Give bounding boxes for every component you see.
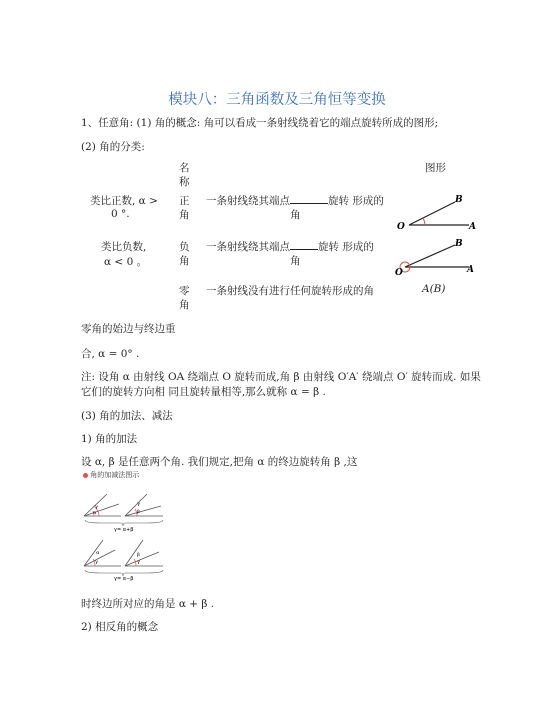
- negative-angle-figure: [395, 236, 475, 278]
- addition-brace: [85, 520, 163, 526]
- row1-desc-line2: 角: [290, 209, 301, 221]
- label-a: A: [467, 265, 474, 275]
- row2-desc-b: 旋转 形成的: [318, 241, 374, 253]
- page-title: 模块八：三角函数及三角恒等变换: [168, 92, 386, 108]
- row2-desc-a: 一条射线绕其端点: [206, 241, 290, 253]
- positive-angle-figure: [395, 192, 475, 232]
- row3-name-2: 角: [179, 299, 190, 311]
- row3-figure-label: A(B): [422, 283, 446, 295]
- paragraph-angle-addition: 1) 角的加法: [81, 433, 138, 445]
- label-o: O: [397, 222, 405, 232]
- paragraph-note-1: 注: 设角 α 由射线 OA 绕端点 O 旋转而成,角 β 由射线 O′A′ 绕端点 O′ 旋转而成. 如果: [81, 371, 481, 383]
- addition-figure-a: [84, 494, 121, 516]
- svg-text:γ: γ: [137, 501, 140, 507]
- svg-text:γ: γ: [95, 559, 98, 565]
- row2-desc-line2: 角: [290, 255, 301, 267]
- paragraph-define-sum: 设 α, β 是任意两个角. 我们规定,把角 α 的终边旋转角 β ,这: [81, 456, 358, 468]
- row3-desc: 一条射线没有进行任何旋转形成的角: [206, 285, 374, 297]
- svg-text:α: α: [93, 510, 97, 516]
- svg-text:β: β: [137, 552, 140, 558]
- table-header-name-2: 称: [179, 176, 190, 188]
- paragraph-note-2: 它们的旋转方向相 同且旋转量相等,那么就称 α = β .: [81, 386, 326, 398]
- row2-left-2: α < 0 。: [104, 256, 148, 268]
- row2-name-2: 角: [179, 255, 190, 267]
- add-sub-diagram: [81, 470, 167, 582]
- row1-left-2: 0 °.: [111, 208, 130, 220]
- paragraph-add-sub: (3) 角的加法、减法: [81, 410, 173, 422]
- row1-left-1: 类比正数, α >: [90, 195, 158, 207]
- terminal-ray: [405, 245, 455, 267]
- subtraction-figure-a: [84, 540, 121, 566]
- caption-addition: γ= α+β: [114, 527, 134, 533]
- svg-text:α: α: [96, 550, 100, 556]
- diagram-header-text: 角的加减法图示: [90, 471, 140, 479]
- row1-name-1: 正: [179, 195, 190, 207]
- label-a: A: [469, 222, 476, 232]
- label-b: B: [455, 195, 463, 205]
- row2-desc-line1: [206, 239, 374, 254]
- row2-left-1: 类比负数,: [101, 241, 147, 253]
- row2-blank: [290, 239, 318, 250]
- paragraph-angle-concept: 1、任意角: (1) 角的概念: 角可以看成一条射线绕着它的端点旋转所成的图形;: [81, 117, 439, 129]
- subtraction-figure-b: [125, 540, 163, 566]
- paragraph-opposite-angle: 2) 相反角的概念: [81, 621, 159, 633]
- paragraph-zero-angle-1: 零角的始边与终边重: [81, 323, 176, 335]
- table-header-name-1: 名: [179, 162, 190, 174]
- row1-blank: [290, 193, 328, 204]
- row1-desc-b: 旋转 形成的: [328, 195, 384, 207]
- bullet-icon: [83, 473, 88, 478]
- svg-text:γ: γ: [137, 559, 140, 565]
- svg-text:β: β: [137, 509, 140, 515]
- addition-figure-b: [125, 494, 163, 516]
- diagram-drawings: [81, 480, 167, 580]
- terminal-ray: [409, 202, 455, 225]
- svg-text:γ: γ: [95, 504, 98, 510]
- label-b: B: [455, 239, 463, 249]
- table-header-figure: 图形: [425, 162, 446, 174]
- row2-name-1: 负: [179, 241, 190, 253]
- row1-name-2: 角: [179, 209, 190, 221]
- label-o: O: [395, 268, 403, 278]
- rotation-arc: [423, 218, 425, 225]
- caption-subtraction: γ= α−β: [114, 576, 134, 582]
- diagram-header: [83, 470, 139, 480]
- paragraph-zero-angle-2: 合, α = 0° .: [81, 348, 140, 360]
- row1-desc-a: 一条射线绕其端点: [206, 195, 290, 207]
- row3-name-1: 零: [179, 285, 190, 297]
- paragraph-angle-classification: (2) 角的分类:: [81, 141, 145, 153]
- paragraph-terminal-side: 时终边所对应的角是 α + β .: [81, 598, 215, 610]
- row1-desc-line1: [206, 193, 384, 208]
